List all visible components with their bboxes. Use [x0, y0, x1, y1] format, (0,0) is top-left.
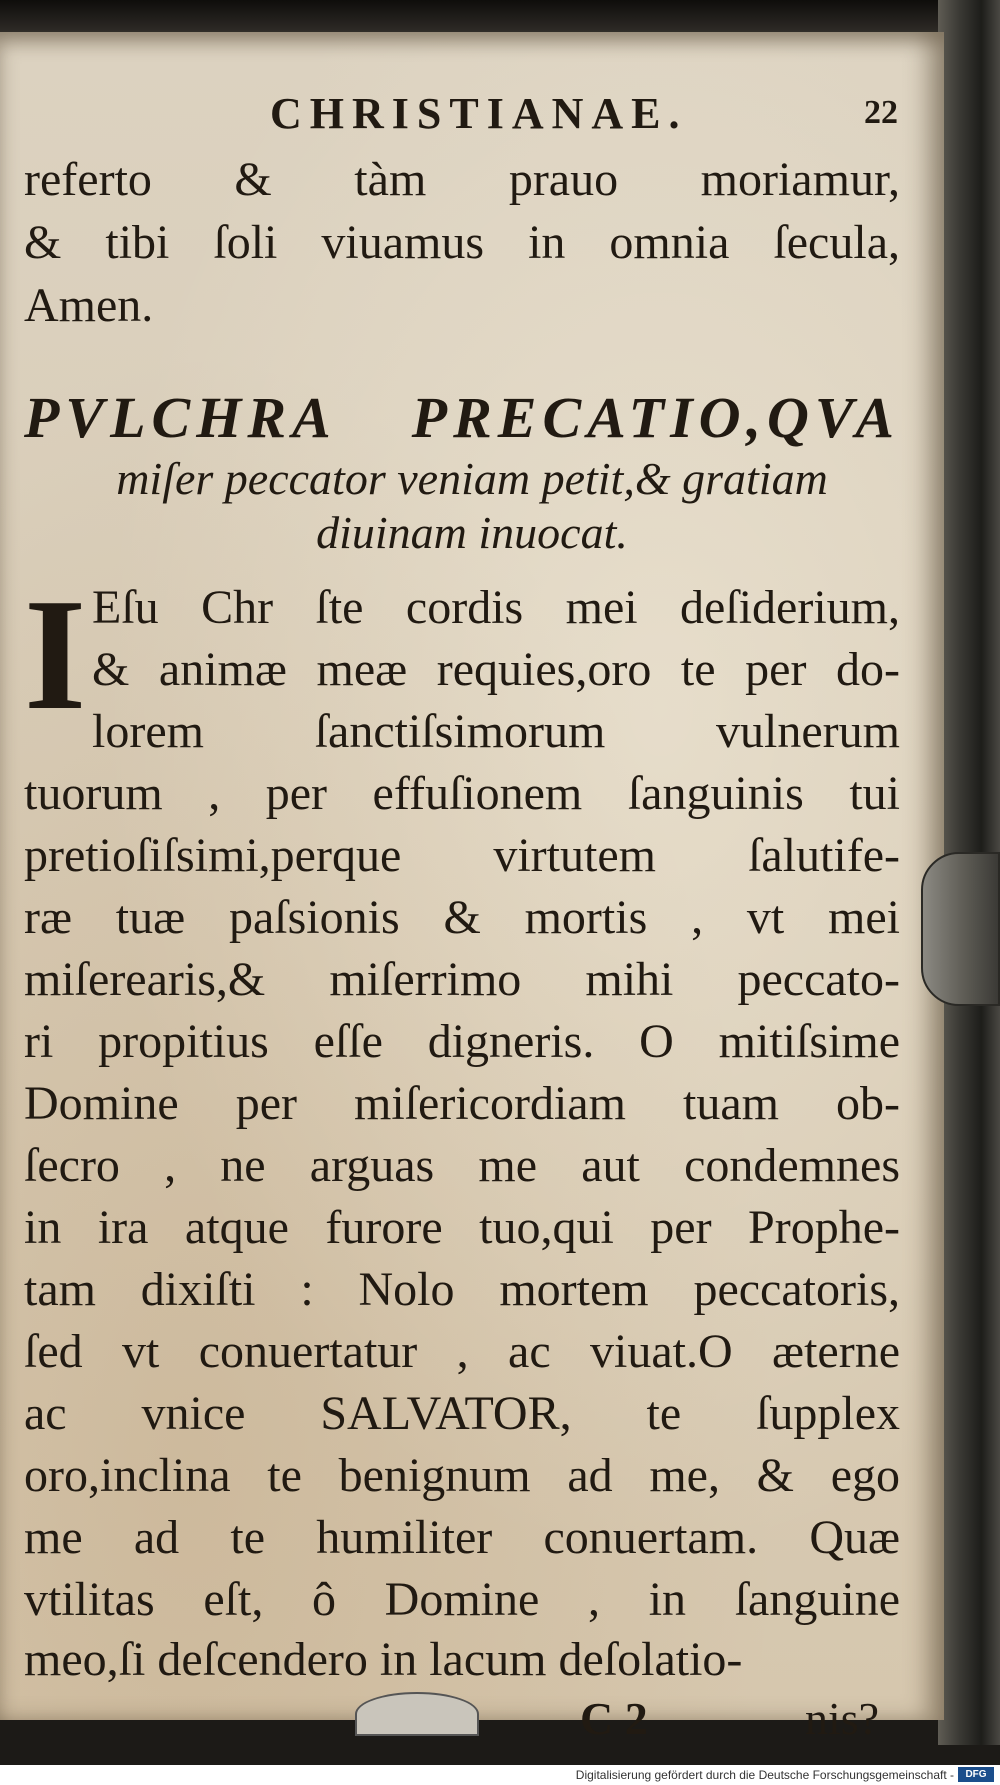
text-line: in ira atque furore tuo,qui per Prophe-	[24, 1201, 900, 1254]
text-line: lorem ſanctiſsimorum vulnerum	[92, 705, 900, 758]
text-line: oro,inclina te benignum ad me, & ego	[24, 1449, 900, 1502]
page-number: 22	[864, 94, 898, 131]
digitization-credit: Digitalisierung gefördert durch die Deutsche Forschungsgemeinschaft -	[575, 1768, 954, 1782]
text-line: ſecro , ne arguas me aut condemnes	[24, 1139, 900, 1192]
text-line: vtilitas eſt, ô Domine , in ſanguine	[24, 1573, 900, 1626]
text-line: referto & tàm prauo moriamur,	[24, 153, 900, 206]
text-line: miſerearis,& miſerrimo mihi peccato-	[24, 953, 900, 1006]
text-line: ræ tuæ paſsionis & mortis , vt mei	[24, 891, 900, 944]
text-line: ac vnice SALVATOR, te ſupplex	[24, 1387, 900, 1440]
text-line: Eſu Chr ſte cordis mei deſiderium,	[92, 581, 900, 634]
catchword: nis?	[805, 1693, 880, 1744]
text-line: meo,ſi deſcendero in lacum deſolatio-	[24, 1633, 743, 1686]
text-line: & tibi ſoli viuamus in omnia ſecula,	[24, 216, 900, 269]
page-clip	[355, 1692, 479, 1736]
section-heading: PVLCHRA PRECATIO,QVA	[24, 385, 900, 450]
section-subheading-line: diuinam inuocat.	[316, 507, 628, 558]
text-line: tuorum , per effuſionem ſanguinis tui	[24, 767, 900, 820]
text-line: tam dixiſti : Nolo mortem peccatoris,	[24, 1263, 900, 1316]
section-subheading-line: miſer peccator veniam petit,& gratiam	[116, 453, 828, 504]
text-line: ri propitius eſſe digneris. O mitiſsime	[24, 1015, 900, 1068]
book-page	[0, 32, 944, 1744]
text-line: Domine per miſericordiam tuam ob-	[24, 1077, 900, 1130]
text-line: pretioſiſsimi,perque virtutem ſalutife-	[24, 829, 900, 882]
running-head: CHRISTIANAE.	[270, 89, 688, 138]
signature-mark: C 2	[580, 1693, 648, 1744]
dfg-logo-icon: DFG	[958, 1767, 994, 1782]
text-line: & animæ meæ requies,oro te per do-	[92, 643, 900, 696]
drop-capital: I	[24, 565, 87, 743]
text-line: Amen.	[24, 279, 154, 332]
book-clasp	[921, 852, 1000, 1006]
text-line: me ad te humiliter conuertam. Quæ	[24, 1511, 900, 1564]
text-line: ſed vt conuertatur , ac viuat.O æterne	[24, 1325, 900, 1378]
